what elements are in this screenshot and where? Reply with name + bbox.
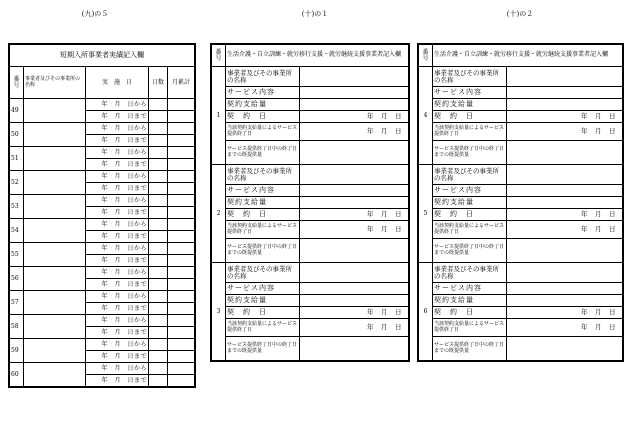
- days-cell[interactable]: [149, 219, 168, 231]
- days-cell[interactable]: [149, 327, 168, 339]
- table-row: [10, 195, 195, 207]
- service-value[interactable]: [300, 283, 409, 295]
- short-stay-record-table: [9, 44, 195, 387]
- days-cell[interactable]: [149, 375, 168, 387]
- service-value[interactable]: [300, 185, 409, 197]
- table-row: [419, 209, 623, 221]
- monthly-total-cell[interactable]: [168, 267, 195, 279]
- label-contract-date: 契 約 日: [433, 111, 507, 123]
- end-date-value[interactable]: 年 月 日: [300, 221, 409, 239]
- table-row: [419, 197, 623, 209]
- remaining-value[interactable]: [507, 337, 623, 361]
- date-from-cell[interactable]: 年 月 日から: [86, 363, 149, 375]
- remaining-value[interactable]: [300, 337, 409, 361]
- table-row: [419, 283, 623, 295]
- table-row: [419, 185, 623, 197]
- label-amount: 契約支給量: [433, 99, 507, 111]
- table-row: [212, 165, 409, 185]
- monthly-total-cell[interactable]: [168, 123, 195, 135]
- table-row: [10, 315, 195, 327]
- date-to-cell[interactable]: 年 月 日まで: [86, 231, 149, 243]
- row-number: 59: [10, 339, 24, 363]
- table-row: [419, 307, 623, 319]
- label-service: サービス内容: [226, 87, 300, 99]
- monthly-total-cell[interactable]: [168, 243, 195, 255]
- provider-name-cell[interactable]: [24, 147, 86, 171]
- label-end-date: 当該契約支給量によるサービス提供終了日: [433, 319, 507, 337]
- header-date: 実 施 日: [86, 67, 149, 99]
- days-cell[interactable]: [149, 363, 168, 375]
- days-cell[interactable]: [149, 135, 168, 147]
- monthly-total-cell[interactable]: [168, 183, 195, 195]
- table-row: [212, 337, 409, 361]
- amount-value[interactable]: [507, 295, 623, 307]
- block-number: 5: [419, 165, 433, 263]
- label-name: 事業者及びその事業所の名称: [433, 165, 507, 185]
- row-number: 50: [10, 123, 24, 147]
- table-title: 短期入所事業者実績記入欄: [10, 45, 195, 67]
- label-contract-date: 契 約 日: [433, 209, 507, 221]
- caption-left: (九)の５: [81, 10, 109, 18]
- monthly-total-cell[interactable]: [168, 375, 195, 387]
- monthly-total-cell[interactable]: [168, 159, 195, 171]
- row-number: 57: [10, 291, 24, 315]
- remaining-value[interactable]: [300, 141, 409, 165]
- monthly-total-cell[interactable]: [168, 315, 195, 327]
- table-row: [212, 87, 409, 99]
- provider-name-cell[interactable]: [24, 99, 86, 123]
- label-name: 事業者及びその事業所の名称: [226, 165, 300, 185]
- table-row: [10, 219, 195, 231]
- row-number: 51: [10, 147, 24, 171]
- amount-value[interactable]: [300, 197, 409, 209]
- date-to-cell[interactable]: 年 月 日まで: [86, 159, 149, 171]
- table-row: [212, 221, 409, 239]
- name-value[interactable]: [507, 67, 623, 87]
- service-value[interactable]: [507, 185, 623, 197]
- name-value[interactable]: [300, 67, 409, 87]
- table-row: [212, 111, 409, 123]
- block-number: 2: [212, 165, 226, 263]
- monthly-total-cell[interactable]: [168, 231, 195, 243]
- table-row: [212, 239, 409, 263]
- days-cell[interactable]: [149, 147, 168, 159]
- date-from-cell[interactable]: 年 月 日から: [86, 291, 149, 303]
- label-amount: 契約支給量: [226, 99, 300, 111]
- caption-middle: (十)の１: [301, 10, 329, 18]
- monthly-total-cell[interactable]: [168, 291, 195, 303]
- name-value[interactable]: [300, 263, 409, 283]
- monthly-total-cell[interactable]: [168, 327, 195, 339]
- date-from-cell[interactable]: 年 月 日から: [86, 195, 149, 207]
- table-title: 生活介護・自立訓練・就労移行支援・就労継続支援事業者記入欄: [433, 45, 623, 67]
- end-date-value[interactable]: 年 月 日: [300, 123, 409, 141]
- days-cell[interactable]: [149, 255, 168, 267]
- row-number: 49: [10, 99, 24, 123]
- service-record-table-2: [418, 44, 623, 361]
- end-date-value[interactable]: 年 月 日: [300, 319, 409, 337]
- days-cell[interactable]: [149, 339, 168, 351]
- date-to-cell[interactable]: 年 月 日まで: [86, 255, 149, 267]
- label-remaining: サービス提供終了日中の終了日までの既提供量: [433, 141, 507, 165]
- date-to-cell[interactable]: 年 月 日まで: [86, 303, 149, 315]
- amount-value[interactable]: [507, 197, 623, 209]
- days-cell[interactable]: [149, 111, 168, 123]
- contract-date-value[interactable]: 年 月 日: [300, 307, 409, 319]
- provider-name-cell[interactable]: [24, 267, 86, 291]
- service-record-table-1: [211, 44, 409, 361]
- table-row: [419, 319, 623, 337]
- label-remaining: サービス提供終了日中の終了日までの既提供量: [433, 337, 507, 361]
- row-number: 58: [10, 315, 24, 339]
- table-row: [212, 185, 409, 197]
- monthly-total-cell[interactable]: [168, 363, 195, 375]
- label-contract-date: 契 約 日: [226, 111, 300, 123]
- service-value[interactable]: [300, 87, 409, 99]
- days-cell[interactable]: [149, 99, 168, 111]
- label-name: 事業者及びその事業所の名称: [433, 67, 507, 87]
- label-end-date: 当該契約支給量によるサービス提供終了日: [226, 319, 300, 337]
- date-to-cell[interactable]: 年 月 日まで: [86, 279, 149, 291]
- amount-value[interactable]: [300, 99, 409, 111]
- label-amount: 契約支給量: [433, 295, 507, 307]
- monthly-total-cell[interactable]: [168, 135, 195, 147]
- row-number: 60: [10, 363, 24, 387]
- days-cell[interactable]: [149, 183, 168, 195]
- table-row: [419, 87, 623, 99]
- days-cell[interactable]: [149, 231, 168, 243]
- table-row: [212, 141, 409, 165]
- table-row: [10, 147, 195, 159]
- name-value[interactable]: [507, 263, 623, 283]
- table-row: [10, 267, 195, 279]
- contract-date-value[interactable]: 年 月 日: [300, 111, 409, 123]
- row-number: 52: [10, 171, 24, 195]
- header-number: 番号: [212, 45, 226, 67]
- remaining-value[interactable]: [300, 239, 409, 263]
- header-number: 番号: [10, 67, 24, 99]
- provider-name-cell[interactable]: [24, 363, 86, 387]
- label-service: サービス内容: [226, 283, 300, 295]
- monthly-total-cell[interactable]: [168, 99, 195, 111]
- table-row: [10, 99, 195, 111]
- label-amount: 契約支給量: [433, 197, 507, 209]
- date-from-cell[interactable]: 年 月 日から: [86, 339, 149, 351]
- table-row: [10, 243, 195, 255]
- row-number: 54: [10, 219, 24, 243]
- table-row: [419, 221, 623, 239]
- header-provider-name: 事業者及びその事業所の名称: [24, 67, 86, 99]
- end-date-value[interactable]: 年 月 日: [507, 123, 623, 141]
- provider-name-cell[interactable]: [24, 315, 86, 339]
- monthly-total-cell[interactable]: [168, 351, 195, 363]
- table-row: [212, 209, 409, 221]
- remaining-value[interactable]: [507, 141, 623, 165]
- label-amount: 契約支給量: [226, 295, 300, 307]
- table-row: [212, 307, 409, 319]
- block-number: 6: [419, 263, 433, 361]
- date-from-cell[interactable]: 年 月 日から: [86, 243, 149, 255]
- label-remaining: サービス提供終了日中の終了日までの既提供量: [433, 239, 507, 263]
- date-from-cell[interactable]: 年 月 日から: [86, 267, 149, 279]
- contract-date-value[interactable]: 年 月 日: [300, 209, 409, 221]
- block-number: 1: [212, 67, 226, 165]
- label-remaining: サービス提供終了日中の終了日までの既提供量: [226, 141, 300, 165]
- row-number: 55: [10, 243, 24, 267]
- label-name: 事業者及びその事業所の名称: [226, 67, 300, 87]
- provider-name-cell[interactable]: [24, 123, 86, 147]
- table-row: [10, 363, 195, 375]
- name-value[interactable]: [507, 165, 623, 185]
- contract-date-value[interactable]: 年 月 日: [507, 209, 623, 221]
- date-from-cell[interactable]: 年 月 日から: [86, 99, 149, 111]
- provider-name-cell[interactable]: [24, 195, 86, 219]
- monthly-total-cell[interactable]: [168, 339, 195, 351]
- label-contract-date: 契 約 日: [433, 307, 507, 319]
- monthly-total-cell[interactable]: [168, 171, 195, 183]
- monthly-total-cell[interactable]: [168, 255, 195, 267]
- days-cell[interactable]: [149, 123, 168, 135]
- header-days: 日数: [149, 67, 168, 99]
- days-cell[interactable]: [149, 207, 168, 219]
- label-end-date: 当該契約支給量によるサービス提供終了日: [226, 221, 300, 239]
- days-cell[interactable]: [149, 267, 168, 279]
- monthly-total-cell[interactable]: [168, 303, 195, 315]
- label-contract-date: 契 約 日: [226, 209, 300, 221]
- date-to-cell[interactable]: 年 月 日まで: [86, 111, 149, 123]
- days-cell[interactable]: [149, 195, 168, 207]
- monthly-total-cell[interactable]: [168, 279, 195, 291]
- table-row: [212, 319, 409, 337]
- label-remaining: サービス提供終了日中の終了日までの既提供量: [226, 337, 300, 361]
- label-service: サービス内容: [433, 283, 507, 295]
- table-row: [212, 99, 409, 111]
- label-name: 事業者及びその事業所の名称: [226, 263, 300, 283]
- table-row: [212, 67, 409, 87]
- name-value[interactable]: [300, 165, 409, 185]
- service-value[interactable]: [507, 87, 623, 99]
- table-row: [10, 171, 195, 183]
- monthly-total-cell[interactable]: [168, 111, 195, 123]
- table-row: [419, 263, 623, 283]
- days-cell[interactable]: [149, 351, 168, 363]
- provider-name-cell[interactable]: [24, 171, 86, 195]
- date-from-cell[interactable]: 年 月 日から: [86, 219, 149, 231]
- date-to-cell[interactable]: 年 月 日まで: [86, 207, 149, 219]
- caption-right: (十)の２: [506, 10, 534, 18]
- amount-value[interactable]: [300, 295, 409, 307]
- block-number: 4: [419, 67, 433, 165]
- label-remaining: サービス提供終了日中の終了日までの既提供量: [226, 239, 300, 263]
- table-row: [419, 141, 623, 165]
- row-number: 56: [10, 267, 24, 291]
- label-end-date: 当該契約支給量によるサービス提供終了日: [433, 123, 507, 141]
- provider-name-cell[interactable]: [24, 219, 86, 243]
- date-from-cell[interactable]: 年 月 日から: [86, 123, 149, 135]
- days-cell[interactable]: [149, 159, 168, 171]
- date-to-cell[interactable]: 年 月 日まで: [86, 375, 149, 387]
- date-from-cell[interactable]: 年 月 日から: [86, 171, 149, 183]
- days-cell[interactable]: [149, 303, 168, 315]
- label-service: サービス内容: [433, 185, 507, 197]
- amount-value[interactable]: [507, 99, 623, 111]
- service-value[interactable]: [507, 283, 623, 295]
- label-name: 事業者及びその事業所の名称: [433, 263, 507, 283]
- table-row: [212, 123, 409, 141]
- contract-date-value[interactable]: 年 月 日: [507, 111, 623, 123]
- label-end-date: 当該契約支給量によるサービス提供終了日: [226, 123, 300, 141]
- days-cell[interactable]: [149, 291, 168, 303]
- table-row: [419, 123, 623, 141]
- table-title: 生活介護・自立訓練・就労移行支援・就労継続支援事業者記入欄: [226, 45, 409, 67]
- table-row: [419, 239, 623, 263]
- table-row: [212, 283, 409, 295]
- contract-date-value[interactable]: 年 月 日: [507, 307, 623, 319]
- remaining-value[interactable]: [507, 239, 623, 263]
- table-row: [419, 295, 623, 307]
- monthly-total-cell[interactable]: [168, 195, 195, 207]
- table-row: [212, 263, 409, 283]
- date-to-cell[interactable]: 年 月 日まで: [86, 327, 149, 339]
- days-cell[interactable]: [149, 315, 168, 327]
- days-cell[interactable]: [149, 279, 168, 291]
- days-cell[interactable]: [149, 243, 168, 255]
- label-contract-date: 契 約 日: [226, 307, 300, 319]
- table-row: [419, 111, 623, 123]
- table-row: [419, 99, 623, 111]
- date-to-cell[interactable]: 年 月 日まで: [86, 135, 149, 147]
- provider-name-cell[interactable]: [24, 339, 86, 363]
- date-to-cell[interactable]: 年 月 日まで: [86, 351, 149, 363]
- block-number: 3: [212, 263, 226, 361]
- label-service: サービス内容: [226, 185, 300, 197]
- provider-name-cell[interactable]: [24, 243, 86, 267]
- label-amount: 契約支給量: [226, 197, 300, 209]
- table-row: [212, 295, 409, 307]
- monthly-total-cell[interactable]: [168, 219, 195, 231]
- end-date-value[interactable]: 年 月 日: [507, 319, 623, 337]
- table-row: [419, 67, 623, 87]
- table-row: [10, 339, 195, 351]
- end-date-value[interactable]: 年 月 日: [507, 221, 623, 239]
- date-to-cell[interactable]: 年 月 日まで: [86, 183, 149, 195]
- table-row: [419, 165, 623, 185]
- days-cell[interactable]: [149, 171, 168, 183]
- label-end-date: 当該契約支給量によるサービス提供終了日: [433, 221, 507, 239]
- header-monthly-total: 月累計: [168, 67, 195, 99]
- label-service: サービス内容: [433, 87, 507, 99]
- table-row: [212, 197, 409, 209]
- table-row: [10, 291, 195, 303]
- header-number: 番号: [419, 45, 433, 67]
- row-number: 53: [10, 195, 24, 219]
- provider-name-cell[interactable]: [24, 291, 86, 315]
- table-row: [419, 337, 623, 361]
- monthly-total-cell[interactable]: [168, 207, 195, 219]
- date-from-cell[interactable]: 年 月 日から: [86, 147, 149, 159]
- table-row: [10, 123, 195, 135]
- monthly-total-cell[interactable]: [168, 147, 195, 159]
- date-from-cell[interactable]: 年 月 日から: [86, 315, 149, 327]
